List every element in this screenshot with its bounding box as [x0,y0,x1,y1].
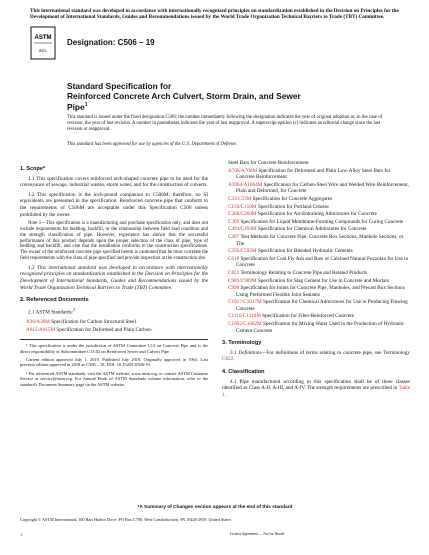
ref-title: Terminology Relating to Concrete Pipe and Related Products [239,269,368,276]
ref-code[interactable]: C990 [228,285,240,292]
ref-item[interactable] [222,299,410,312]
ref-code[interactable]: A36/A36M [26,319,50,326]
ref-item[interactable] [20,327,208,334]
ref-code[interactable]: C1017/C1017M [228,299,262,306]
svg-text:INTL: INTL [38,48,48,53]
terminology-end: . [233,356,235,363]
ref-item [222,160,410,167]
ref-title: Specification for Air-Entraining Admixtures for Concrete [256,211,377,218]
classification-4-1 [222,379,410,399]
scope-heading: 1. Scope* [20,166,46,172]
footnote-1-edition: Current edition approved July 1, 2019. Published July 2019. Originally approved in 1963. Last previous edition approved in 2018 as C506 – 18. DOI: 10.1520/C0506-19. [20,357,208,368]
ref-code[interactable]: A1064/A1064M [228,181,263,188]
ref-code[interactable]: C494/C494M [228,226,257,233]
right-column [222,160,410,401]
ref-item[interactable] [222,278,410,285]
ref-code[interactable]: C618 [228,255,240,262]
ref-title: Test Methods for Concrete Pipe, Concrete Box Sections, Manhole Sections, or Tile [236,233,404,247]
classification-heading: 4. Classification [222,369,265,376]
astm-logo-icon [30,26,56,60]
footnotes [20,339,208,387]
ref-title: Specification for Slag Cement for Use in Concrete and Mortars [256,277,390,284]
ref-title: Steel Bars for Concrete Reinforcement [228,160,309,166]
ref-title: Specification for Concrete Aggregates [251,195,333,202]
scope-note-1: Note 1—This specification is a manufacturing and purchase specification only, and does not include requirements for bedding, backfill, or the relationship between field load condition and the strength classification of pipe. However, experience has shown that the successful performance of this product depends upon the proper selection of the class of pipe, type of bedding and backfill, and care that the installation conforms to the construction specifications. The owner of the reinforced concrete pipe specified herein is cautioned that he must correlate the field requirements with the class of pipe specified and provide inspection at the construction site. [20,221,208,261]
scope-1-3: 1.3 This international standard was developed in accordance with internationally recognized principles on standardization established in the Decision on Principles for the Development of International Standards, Guides and Recommendations issued by the World Trade Organization Technical Barriers to Trade (TBT) Committee. [20,264,208,291]
terminology-3-1 [222,350,410,363]
ref-code[interactable]: C260/C260M [228,211,257,218]
ref-item[interactable] [222,196,410,203]
ref-code[interactable]: C497 [228,233,240,240]
ref-item[interactable] [222,226,410,233]
footnote-1: ¹ This specification is under the jurisdiction of ASTM Committee C13 on Concrete Pipe and is the direct responsibility of Subcommittee C13.02 on Reinforced Sewer and Culvert Pipe. [20,343,208,354]
refs-sub-mark: 2 [73,306,76,312]
ref-item[interactable] [20,319,208,326]
ref-code[interactable]: C33/C33M [228,195,252,202]
designation: Designation: C506 – 19 [67,38,155,47]
ref-title: Specification for Chemical Admixtures for Concrete [256,226,367,233]
ref-item[interactable] [222,321,410,334]
ref-item[interactable] [222,313,410,320]
summary-of-changes-note: *A Summary of Changes section appears at the end of this standard [137,505,293,510]
ref-code[interactable]: C1602/C1602M [228,321,262,328]
classification-end: . [224,391,226,398]
scope-1-2: 1.2 This specification is the inch-pound companion to C506M; therefore, no SI equivalents are presented in the specification. Reinforced concrete pipe that conform to the requirements of C506M are acceptable under this Specification C506 unless prohibited by the owner. [20,191,208,218]
ref-item[interactable] [222,219,410,226]
ref-item[interactable] [222,248,410,255]
ref-title: Specification for Liquid Membrane-Forming Compounds for Curing Concrete [239,218,404,225]
title-footnote-mark: 1 [84,102,88,109]
ref-item[interactable] [222,234,410,247]
ref-code[interactable]: C1116/C1116M [228,313,261,320]
ref-code[interactable]: C822 [228,269,240,276]
terminology-rest: —For definitions of terms relating to concrete pipe, see Terminology [261,349,411,356]
ref-title: Specification for Carbon Structural Steel [49,319,136,326]
copyright: Copyright © ASTM International, 100 Barr Harbor Drive, PO Box C700, West Conshohocken, PA 19428-2959. United States [20,517,231,522]
terminology-lead: 3.1 [230,349,239,356]
ref-item[interactable] [222,204,410,211]
ref-title: Specification for Carbon-Steel Wire and Welded Wire Reinforcement, Plain and Deformed, for Concrete [236,181,409,195]
page-title [67,82,377,113]
ref-title: Specification for Blended Hydraulic Cements [256,248,353,255]
ref-code[interactable]: C150/C150M [228,203,257,210]
refs-sub [20,307,208,316]
ref-code[interactable]: A706/A706M [228,167,258,174]
title-line-3 [67,101,377,112]
ref-title: Specification for Deformed and Plain Low-Alloy Steel Bars for Concrete Reinforcement [236,167,391,181]
title-line-3-text: Pipe [67,101,85,112]
license-notice: License Agreement — Not for Resale [230,532,285,536]
ref-item[interactable] [222,270,410,277]
ref-title: Specification for Fiber-Reinforced Concrete [260,313,354,320]
ref-item[interactable] [222,211,410,218]
ref-item[interactable] [222,182,410,195]
ref-title: Specification for Joints for Concrete Pipe, Manholes, and Precast Box Sections Using Preformed Flexible Joint Sealants [236,285,405,298]
ref-title: Specification for Mixing Water Used in the Production of Hydraulic Cement Concrete [236,321,405,334]
svg-text:ASTM: ASTM [34,35,52,41]
ref-title: Specification for Deformed and Plain Carbon- [55,326,153,333]
ref-title: Specification for Chemical Admixtures for Use in Producing Flowing Concrete [236,299,408,312]
left-column [20,160,208,390]
refs-heading: 2. Referenced Documents [20,297,89,304]
ref-title: Specification for Portland Cement [256,203,329,210]
table-1-link[interactable]: Table 1 [222,385,410,398]
issue-note: This standard is issued under the fixed designation C506; the number immediately following the designation indicates the year of original adoption or, in the case of revision, the year of last revision. A number in parentheses indicates the year of last reapproval. A superscript epsilon (ε) indicates an editorial change since the last revision or reapproval. [67,115,383,132]
refs-sub-text: 2.1 ASTM Standards: [28,309,74,316]
ref-title: Specification for Coal Fly Ash and Raw or Calcined Natural Pozzolan for Use in Concrete [236,255,409,269]
terminology-heading: 3. Terminology [222,340,262,347]
ref-code[interactable]: A615/A615M [26,326,56,333]
page-number: 1 [20,532,23,537]
terminology-ref-link[interactable]: C822 [222,356,234,363]
title-line-1: Standard Specification for [67,81,172,91]
classification-text: 4.1 Pipe manufactured according to this specification shall be of three classes identified as Class A-II, A-III, and A-IV. The strength requirements are prescribed in [222,378,410,392]
dod-note: This standard has been approved for use by agencies of the U.S. Department of Defense. [67,142,238,147]
title-line-2: Reinforced Concrete Arch Culvert, Storm Drain, and Sewer [67,90,301,101]
footnote-2: ² For referenced ASTM standards, visit the ASTM website, www.astm.org, or contact ASTM Customer Service at service@astm.org. For Annual Book of ASTM Standards volume information, refer to the standard's Document Summary page on the ASTM website. [20,370,208,387]
ref-item[interactable] [222,168,410,181]
ref-item[interactable] [222,285,410,298]
scope-1-1: 1.1 This specification covers reinforced arch-shaped concrete pipe to be used for the conveyance of sewage, industrial wastes, storm water, and for the construction of culverts. [20,175,208,189]
ref-code[interactable]: C989/C989M [228,277,257,284]
ref-code[interactable]: C309 [228,218,240,225]
ref-code[interactable]: C595/C595M [228,248,257,255]
terminology-definitions: Definitions [238,349,262,356]
ref-item[interactable] [222,256,410,269]
standards-notice: This international standard was developed in accordance with internationally recognized principles on standardization established in the Decision on Principles for the Development of International Standards, Guides and Recommendations issued by the World Trade Organization Technical Barriers to Trade (TBT) Committee. [30,8,399,21]
